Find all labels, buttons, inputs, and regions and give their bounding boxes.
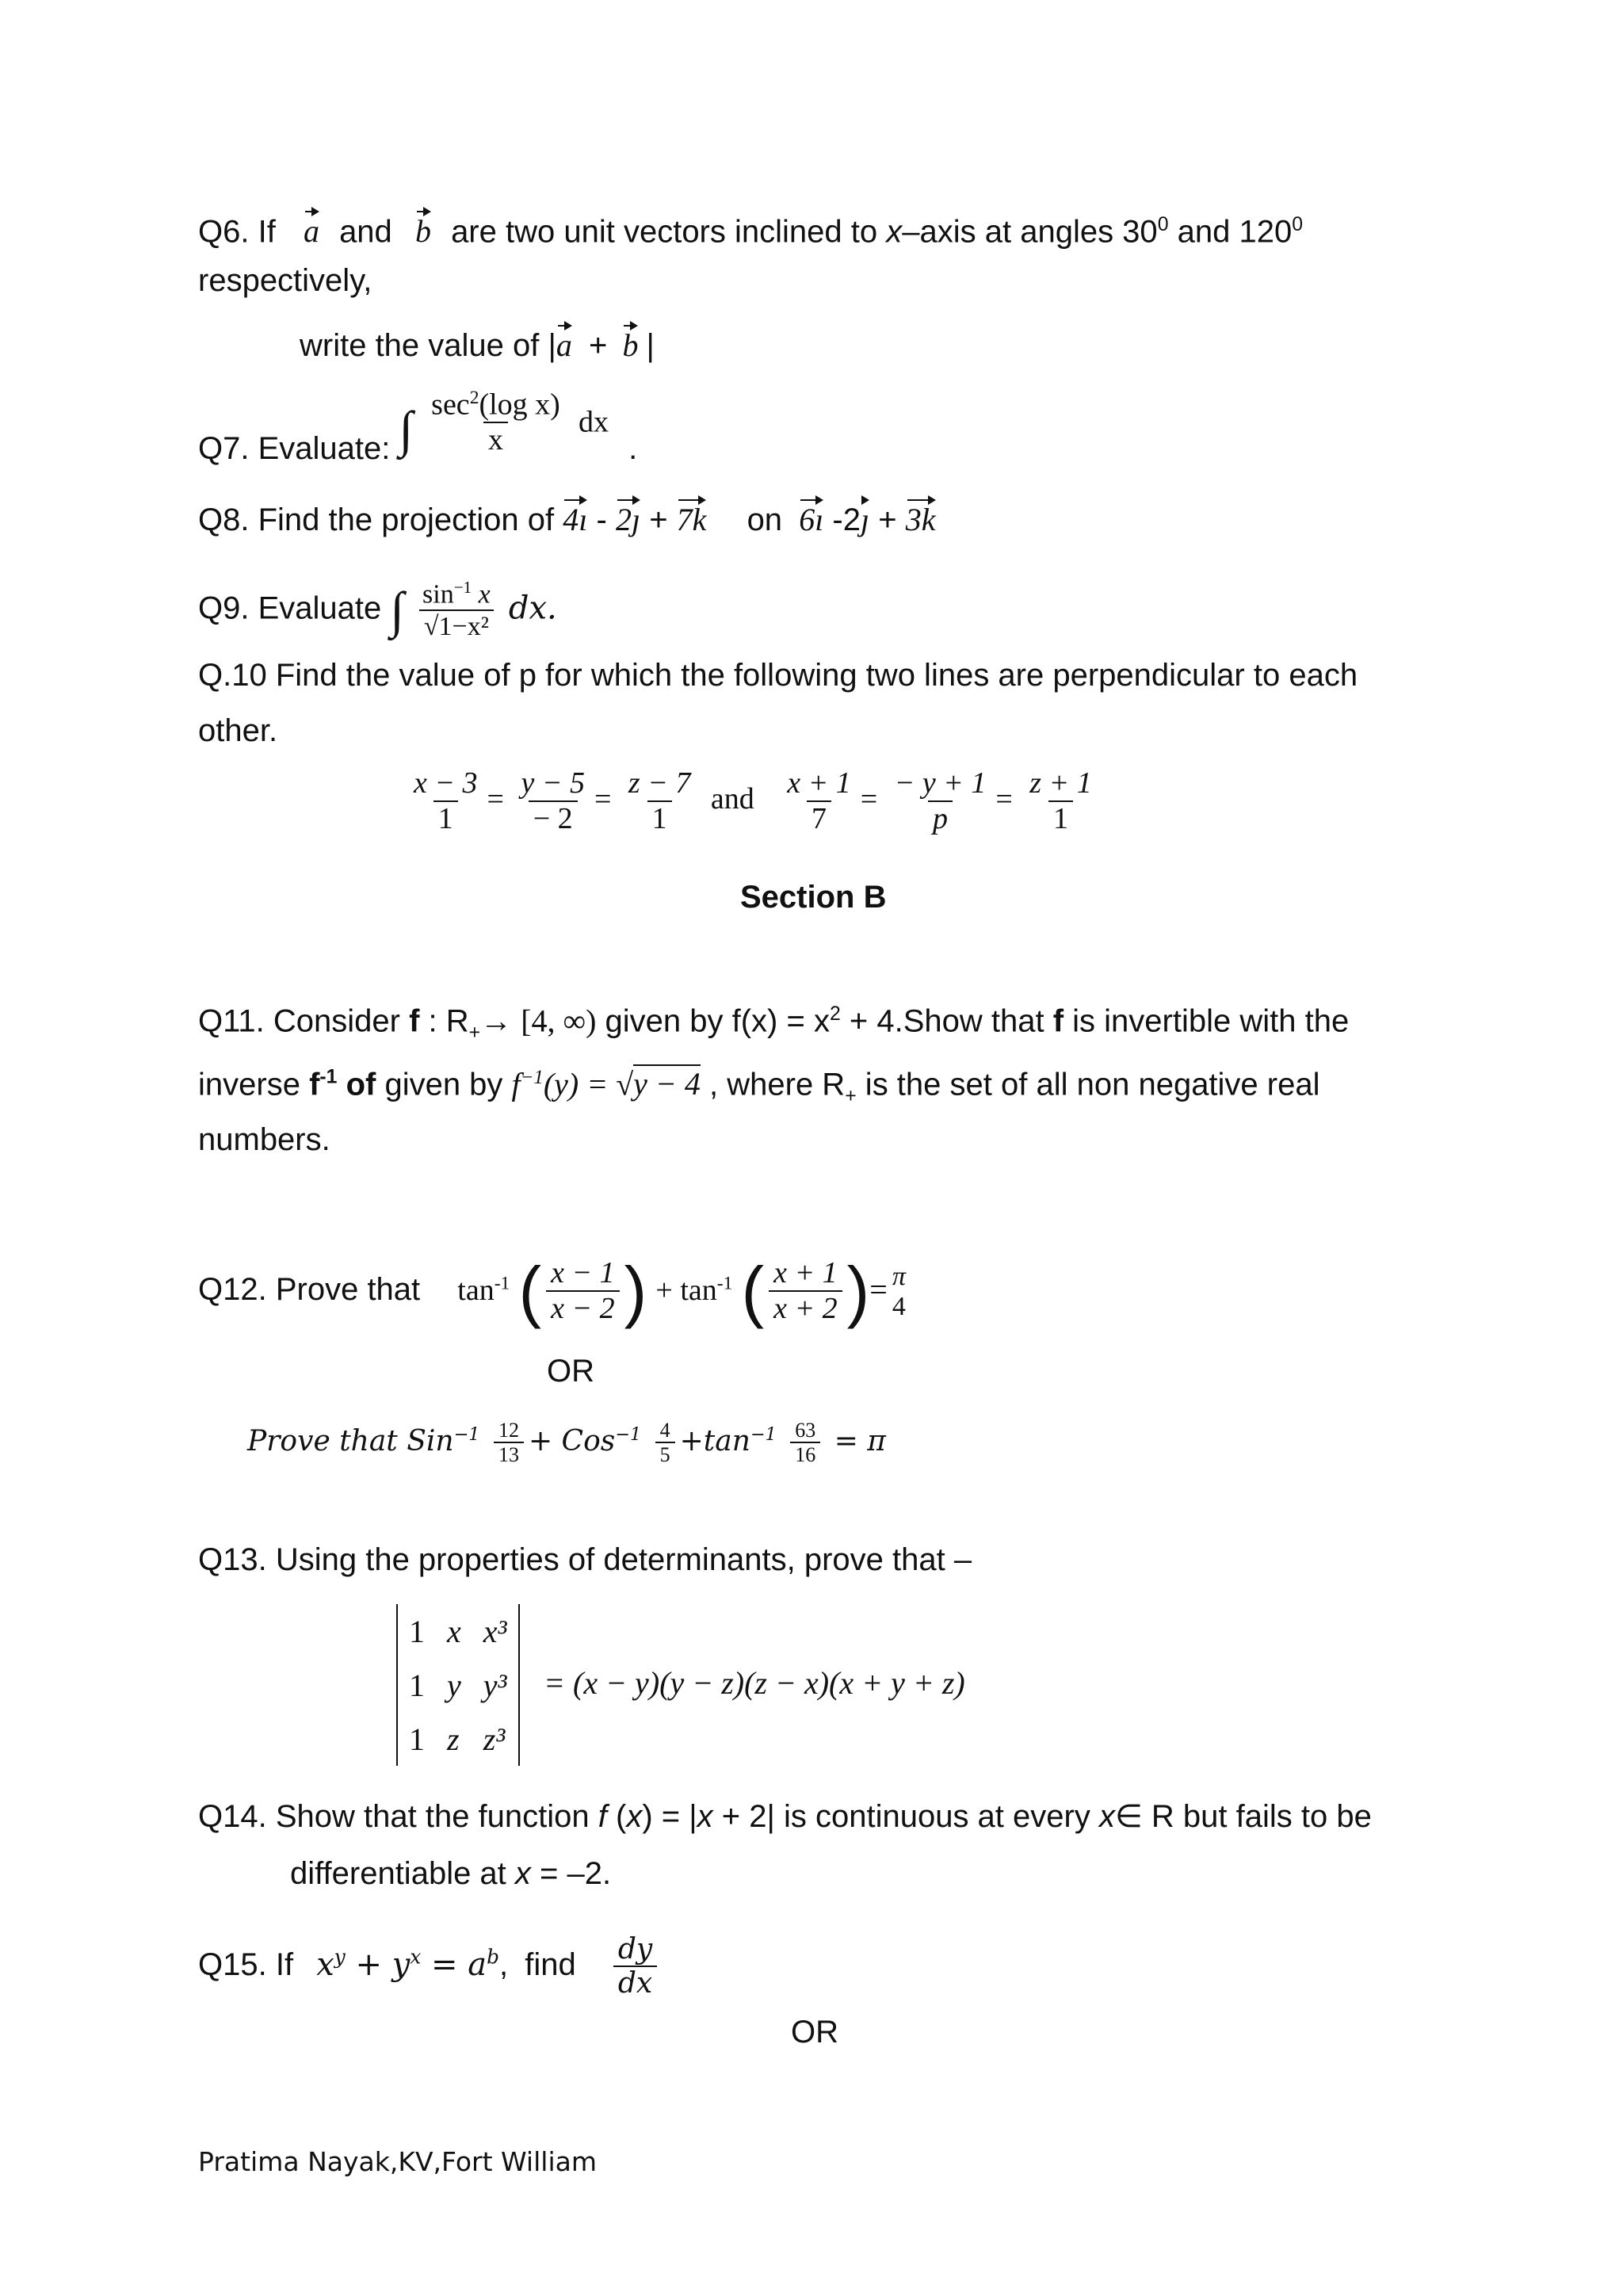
det-row-1: 1 x x³ [409,1613,507,1649]
q14-line1: Q14. Show that the function f (x) = |x + 2| is continuous at every x∈ R but fails to be [198,1799,1372,1834]
q7-fraction [426,388,565,458]
det-row-3: 1 z z³ [409,1721,506,1757]
q6-plus: + [579,328,617,363]
q9-denominator: √1−x² [419,609,494,642]
eq-sign: = [487,782,504,816]
alt-frac-3: $\frac{63}{16}$ [790,1419,820,1467]
vector-b: b [414,213,431,250]
q14-line2: differentiable at x = –2. [290,1856,612,1891]
q12-tan-1: $\tan^{-1}$ [457,1273,510,1308]
q6-x: x [886,214,903,250]
q13-rhs: = (x − y)(y − z)(z − x)(x + y + z) [544,1665,965,1701]
q10-frac-5: $\frac{- y + 1}{p}$ [894,766,987,835]
paren-close: ) [624,1253,647,1330]
q6-bar: | [646,328,655,363]
q6-deg1: 0 [1157,214,1169,235]
q10-equations [404,767,1102,836]
q6-axis: –axis at angles 30 [902,214,1158,250]
q9-label: Q9. Evaluate [198,590,382,626]
q10-line1: Q.10 Find the value of p for which the following two lines are perpendicular to each [198,658,1358,693]
alt-frac-2: $\frac{4}{5}$ [655,1419,675,1467]
q15-derivative: $\frac{dy}{dx}$ [613,1934,657,2000]
eq-sign-4: = [995,782,1013,816]
q9-numerator: $\sin^{-1} x$ [422,578,491,609]
q8-line [198,501,936,539]
q10-frac-4: $\frac{x + 1}{7}$ [787,766,851,835]
q7-label: Q7. Evaluate: [198,430,391,466]
q15-line [198,1934,662,2000]
q15-or: OR [791,2015,838,2050]
q6-text: are two unit vectors inclined to [451,214,878,250]
q6-and2: and 120 [1168,214,1293,250]
q12-frac-1: $\frac{x - 1}{x - 2}$ [546,1257,620,1326]
vector-b-2: b [622,327,639,363]
q6-line2: respectively, [198,263,372,298]
determinant [396,1604,520,1766]
q11-line3: numbers. [198,1122,330,1157]
q12-pi-frac: π 4 [892,1261,906,1321]
q15-find: find [525,1947,576,1983]
integral-sign: ∫ [399,401,414,458]
q7-denominator: x [483,422,508,458]
q12-eq: = [869,1271,888,1308]
q15-equation: $x^y + y^x = a^b$ [316,1945,499,1984]
integral-sign-2: ∫ [390,581,404,638]
eq-sign-2: = [594,782,612,816]
q10-line2: other. [198,713,278,748]
q6-line3-prefix: write the value of | [300,328,556,363]
section-b-heading: Section B [740,880,887,915]
q15-comma: , [498,1947,509,1983]
q12-alternative: Prove that Sin$^{-1}$ $\frac{12}{13}$ + Cos$^{-1}$ $\frac{4}{5}$ $+\tan^{-1}$ $\frac{63}{16}$ = π [247,1418,886,1467]
q10-frac-3: $\frac{z - 7}{1}$ [628,766,691,835]
q8-vec-j: ȷ [861,502,870,537]
vector-a: a [303,213,319,250]
q7-dot: . [628,430,638,466]
paren-close-2: ) [846,1253,870,1330]
q7-line [198,388,638,466]
q8-plus: + [649,502,677,537]
q6-line3 [300,327,655,365]
q8-minus-2: -2 [823,502,861,537]
q9-fraction [418,579,495,642]
q6-deg2: 0 [1292,214,1303,235]
q10-frac-6: $\frac{z + 1}{1}$ [1029,766,1092,835]
q8-vec-3k: 3k [905,502,936,537]
det-row-2: 1 y y³ [409,1667,507,1703]
q12-tan-2: + $\tan^{-1}$ [655,1273,733,1308]
q12-line [198,1253,915,1330]
paren-open: ( [518,1253,542,1330]
q8-minus: - [587,502,616,537]
paren-open-2: ( [741,1253,765,1330]
q7-dx: dx [578,405,609,439]
q6-line1 [198,206,1303,250]
alt-frac-1: $\frac{12}{13}$ [494,1419,524,1467]
q8-label: Q8. Find the projection of [198,502,555,537]
q11-line2: inverse $f^{-1}$ of given by $f^{-1}(y) = √y - 4$ , where $R_+$ is the set of all non negative real [198,1066,1320,1107]
q8-vec-4i: 4ı [563,502,588,537]
q6-and: and [339,214,392,250]
q8-on: on [747,502,783,537]
q11-line1: Q11. Consider f : $R_+\to [4$, ∞) given by $f(x) = x^2$ + 4.Show that f is invertible with the [198,1003,1350,1044]
q8-vec-7k: 7k [676,502,707,537]
q13-label: Q13. Using the properties of determinants, prove that – [198,1542,972,1577]
q9-line [198,579,557,642]
q8-vec-6i: 6ı [799,502,824,537]
q12-frac-2: $\frac{x + 1}{x + 2}$ [769,1257,842,1326]
q12-or: OR [547,1354,594,1389]
q8-vec-2j: 2ȷ [615,502,641,537]
eq-sign-3: = [860,782,878,816]
q7-numerator: $\sec^2(\log$ x) [431,388,560,422]
q10-frac-1: $\frac{x - 3}{1}$ [414,766,478,835]
footer: Pratima Nayak,KV,Fort William [198,2146,597,2177]
vector-a-2: a [556,327,572,363]
q8-plus-2: + [878,502,906,537]
q9-dx: dx. [508,590,557,627]
q10-and: and [710,782,754,816]
q12-label: Q12. Prove that [198,1272,421,1308]
q10-frac-2: $\frac{y - 5}{- 2}$ [521,766,585,835]
q6-prefix: Q6. If [198,214,276,250]
q15-label: Q15. If [198,1947,294,1983]
